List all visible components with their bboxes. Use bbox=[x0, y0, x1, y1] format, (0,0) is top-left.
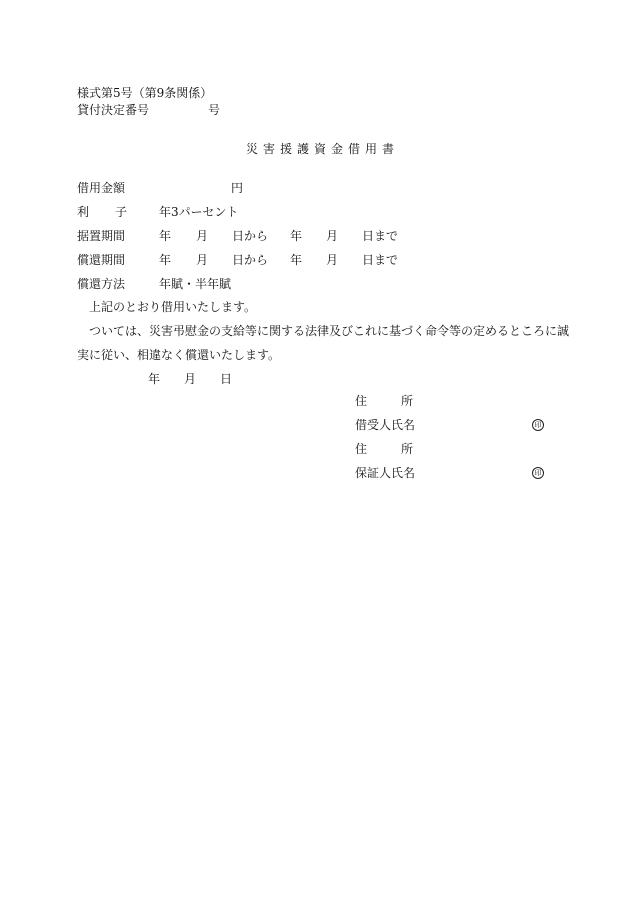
amount-label: 借用金額 bbox=[77, 181, 126, 195]
amount-unit: 円 bbox=[231, 181, 244, 195]
interest-value: 年3パーセント bbox=[159, 205, 239, 219]
repayment-from-year: 年 bbox=[159, 253, 172, 267]
repayment-from-month: 月 bbox=[196, 253, 209, 267]
borrower-address-label-first: 住 bbox=[355, 394, 368, 408]
deferment-label: 据置期間 bbox=[77, 229, 126, 243]
deferment-from-day: 日から bbox=[232, 229, 269, 243]
deferment-to-year: 年 bbox=[290, 229, 303, 243]
deferment-from-year: 年 bbox=[159, 229, 172, 243]
interest-label-first: 利 bbox=[77, 205, 90, 219]
interest-label-second: 子 bbox=[115, 205, 128, 219]
deferment-from-month: 月 bbox=[196, 229, 209, 243]
guarantor-name-label: 保証人氏名 bbox=[355, 466, 416, 480]
borrower-seal-mark: 印 bbox=[532, 419, 544, 431]
date-month: 月 bbox=[184, 372, 197, 386]
decision-number-suffix: 号 bbox=[208, 103, 221, 117]
borrower-address-label-second: 所 bbox=[401, 394, 414, 408]
date-day: 日 bbox=[220, 372, 233, 386]
repayment-to-year: 年 bbox=[290, 253, 303, 267]
repayment-method-label: 償還方法 bbox=[77, 277, 126, 291]
guarantor-address-label-second: 所 bbox=[401, 442, 414, 456]
date-year: 年 bbox=[148, 372, 161, 386]
repayment-to-month: 月 bbox=[326, 253, 339, 267]
deferment-to-month: 月 bbox=[326, 229, 339, 243]
repayment-from-day: 日から bbox=[232, 253, 269, 267]
repayment-method-value: 年賦・半年賦 bbox=[159, 277, 232, 291]
deferment-to-day: 日まで bbox=[362, 229, 399, 243]
repayment-to-day: 日まで bbox=[362, 253, 399, 267]
borrower-name-label: 借受人氏名 bbox=[355, 418, 416, 432]
form-number: 様式第5号（第9条関係） bbox=[77, 86, 213, 100]
document-title: 災害援護資金借用書 bbox=[246, 142, 400, 156]
body-line-3: 実に従い、相違なく償還いたします。 bbox=[77, 348, 281, 362]
body-line-2: ついては、災害弔慰金の支給等に関する法律及びこれに基づく命令等の定めるところに誠 bbox=[89, 324, 570, 338]
guarantor-seal-mark: 印 bbox=[532, 467, 544, 479]
repayment-period-label: 償還期間 bbox=[77, 253, 126, 267]
decision-number-label: 貸付決定番号 bbox=[77, 103, 150, 117]
body-line-1: 上記のとおり借用いたします。 bbox=[89, 300, 257, 314]
guarantor-address-label-first: 住 bbox=[355, 442, 368, 456]
